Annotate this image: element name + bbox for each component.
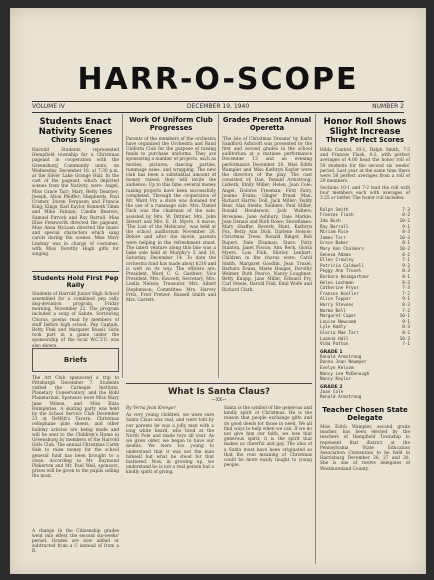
headline-teacher-delegate: Teacher Chosen State Delegate bbox=[322, 405, 408, 422]
student-name: Peggy Ann Truxel bbox=[320, 269, 362, 275]
subhead-perfect-scores: Three Perfect Scores bbox=[326, 136, 404, 145]
student-section: 9-2 bbox=[402, 263, 410, 269]
student-section: 8-2 bbox=[402, 213, 410, 219]
student-name: Norma Bell bbox=[320, 308, 346, 314]
subhead-chorus: Chorus Sings bbox=[51, 136, 100, 145]
student-section: 8-3 bbox=[402, 230, 410, 236]
student-section: 10-2 bbox=[399, 247, 410, 253]
student-name: Patricia Caldwell bbox=[320, 263, 364, 269]
student-name: Ray Barrall bbox=[320, 224, 349, 230]
santa-col-2 bbox=[224, 406, 312, 538]
honor-roll-row bbox=[320, 342, 410, 348]
headline-pep-rally: Students Hold First Pep Rally bbox=[32, 273, 119, 290]
student-section: 9-1 bbox=[402, 319, 410, 325]
briefs-citizenship: A change in the Citizenship grades went into effect the second six-weeks' period. Grades are now added or subtracted from a C instead of from a B. bbox=[32, 528, 119, 555]
student-name: Ellen Crowley bbox=[320, 258, 354, 264]
issue-number: NUMBER 2 bbox=[372, 103, 404, 110]
student-section: 10-3 bbox=[399, 235, 410, 241]
student-name: Vida Patton bbox=[320, 342, 349, 348]
student-name: Evelyn Kelsom bbox=[320, 365, 354, 371]
student-name: Catherine Pryor bbox=[320, 286, 359, 292]
student-section: 7-2 bbox=[402, 308, 410, 314]
student-name: Mary Ann Chalmers bbox=[320, 247, 364, 253]
article-delegate-body: Miss Edith Wampler, second grade teacher, has been elected by the teachers of Hempfield Township to represent that district at the Pennsylvania State Education Association Convention to be held in Harrisburg December 26, 27 and 28. She is one of twelve delegates of Westmoreland County. bbox=[320, 424, 410, 472]
student-name: Nancy Kaylor bbox=[320, 377, 352, 383]
column-2 bbox=[126, 114, 216, 372]
student-name: Barbara Heimgartner bbox=[320, 275, 370, 281]
column-divider bbox=[122, 114, 123, 378]
student-section: 8-3 bbox=[402, 302, 410, 308]
student-section: 10-2 bbox=[399, 219, 410, 225]
student-section: 7-1 bbox=[402, 258, 410, 264]
student-section: 8-3 bbox=[402, 325, 410, 331]
student-name: Lyle Hadly bbox=[320, 325, 346, 331]
article-nativity-body: Harrold Students represented Hempfield township for a Christmas pageant in cooperation with the Greensburg Community units, on Wednesday, December 18, at 7:30 p.m. at the Silver Lake Grange Hall. In the cast of the pageant, which depicted scenes from the Nativity, were: Angel, Miss Grace Tarr; Mary, Betty Dearner; Joseph, Alton Pfeiffer; Shepherds, Paul Cramer, Doren Ferguson and Francis King; Kings, Karl Kaylor, Kenneth Timm and Mike Fabiani; Candle Bearers, Samuel Pirrock and Ray Barrall. Miss Elise Fensworth directed the pageant, Miss Anna McLean directed the music and special characters which sang carols during the scenes. Miss Mary Lindsay was in charge of costumes, with Miss Dorothy Hugh gifts for singing. bbox=[32, 147, 119, 257]
student-name: Louise Newcomb bbox=[320, 319, 357, 325]
student-section: 9-1 bbox=[402, 297, 410, 303]
honor-roll-intro: Hilda Cantrel, 10-1, Ralph Smith, 7-3 and Frances Flash, 8-2, with perfect averages of 4.00 head the honor roll of 59 students for the second six weeks' period. Last year at the same time there were 56 perfect averages from a roll of 29 members. bbox=[320, 147, 410, 185]
headline-separator: —XX— bbox=[211, 398, 227, 403]
column-3 bbox=[222, 114, 312, 372]
student-name: Frances Flash bbox=[320, 213, 354, 219]
student-section: 7-3 bbox=[402, 286, 410, 292]
article-rule bbox=[126, 383, 312, 384]
student-section: 8-3 bbox=[402, 280, 410, 286]
student-name: Ralph Smith bbox=[320, 207, 349, 213]
grade-1-list bbox=[320, 355, 410, 383]
newspaper-page bbox=[10, 8, 426, 574]
article-pep-rally-body: Students of Harrold Junior High School assembled for a combined pep rally dog-deviation program, Friday morning, November 22. The program included a song of Salute, Sorrowing Chorus, poems read by members of staff before high school. Pep Captain, Betty Fink and Margaret Rosell. Girls took part in a game under the sponsorship of the local W.C.T.U. was also shown. bbox=[32, 291, 119, 349]
student-section: 7-1 bbox=[402, 342, 410, 348]
headline-santa: What Is Santa Claus? bbox=[167, 387, 271, 397]
briefs-label: Briefs bbox=[63, 355, 88, 364]
student-name: Margaret Caper bbox=[320, 314, 357, 320]
column-divider bbox=[315, 114, 316, 564]
grade-2-label: GRADE 2 bbox=[320, 384, 343, 390]
dateline bbox=[32, 103, 404, 112]
student-name: Donna Jean Newmyer bbox=[320, 360, 367, 366]
santa-body-2: Santa is the symbol of the generous and kindly spirit of Christmas. He is the reason that people exchange gifts and do good deeds for those in need. We all find ways to help when we can. If we do not give him our faith, we lose that generous spirit; it is the spirit that makes us cheerful and gay. The idea of a Santa must have been originated so that the real meaning of Christmas could be more easily taught to young people. bbox=[224, 406, 312, 469]
student-name: Frances Koeller bbox=[320, 291, 359, 297]
santa-body-1: As very young children, we were sure Santa Claus was real, and were told by our parents he was a jolly man with a long white beard, who lived at the North Pole and made toys all year. As we grew older, we began to have our doubts. We were too young to understand that it was not the man himself but what he stood for that mattered. Now, in growing up, we understand he is not a real person but a kindly spirit of giving. bbox=[126, 413, 214, 476]
student-name: James Tarr bbox=[320, 235, 346, 241]
student-name: Ronald Armstrong bbox=[320, 354, 362, 360]
masthead-rule-bottom bbox=[32, 112, 404, 113]
student-section: 8-2 bbox=[402, 330, 410, 336]
student-name: Geneva Adams bbox=[320, 252, 352, 258]
issue-date: DECEMBER 19, 1940 bbox=[186, 103, 250, 110]
student-name: Luanna Hall bbox=[320, 336, 349, 342]
student-name: Gloria Mae Tarr bbox=[320, 330, 359, 336]
student-name: Miriam Rice bbox=[320, 230, 349, 236]
masthead-rule-top bbox=[32, 101, 404, 102]
article-operetta-body: 'The Isle of Christmas Dreams' by Karle Sandford Ashcroft was presented by the first and second grades in the school auditorium at a matinee performance December 13 and an evening performance December 20. Miss Edith Wampler and Miss Kathryn Kaylor were the directors of the play. The cast consisted of: Dan, Donald Armstrong; Lisbeth, Emily Miller; Helen, Joan Cole; Angel, Dolores Freeman; First Fairy, Joanne Evans; Ginger Bread Man, Richard Harris; Doll, Jack Miller; Teddy Bear, Alan Steele; Soldiers: Paul Stiller, Ronald Henderson, Jack Walters; Brownies: Jane Ashbury, Dale Markle, Joan Dennis and Ruth Rowe; Snowflakes: Mary Shaffer, Beverly Hunt, Kathryn Fox, Betty Ann Dick, Darlene Nelson; Christmas Trees: Ronald Ringer, Bob Rupert, Dale Eisaman; Stars: Patty Stanton, Janet Fiscus, Ann Beck, Gloria Myers, Lois Fink, Shirley Lenhart. Children in the chorus were: Carol Smith, Margaret Goodlin, Jean Truxel, Barbara Evans, Marie Hauger, Dorothy Weimer, Ruth Pearce, Nancy Loughner, Betty Knupp, Jane Miller, Edward Fry, Carl Steele, Harold Fink, Emil Wolfe and Richard Clark. bbox=[222, 136, 312, 293]
student-name: Ronald Armstrong bbox=[320, 395, 362, 401]
student-section: 8-1 bbox=[402, 275, 410, 281]
column-4 bbox=[320, 114, 410, 495]
article-uniform-body: Parents of the members of the orchestra have organized the Orchestra and Band Uniform Club for the purpose of raising funds to purchase uniforms. They are sponsoring a number of projects, such as movies, pictures, dancing parties, rummage sales, and wrapping. The new club has been a substantial amount of money raised; they will invite the audience. Up to this time, several money raising projects have been successfully completed. Through the cooperation of Mr. Ward Fry a store was donated for the use of a rummage sale. Mrs. Daniel Fach was the chairman of the sale, assisted by Mrs. W. Dittmer, Mrs. John Sievert and Mrs. E. H. Myers. A movie, 'The Last of the Mohicans', was held at the school auditorium November 26. Before and after the movie, parents were helping in the refreshment stand. The latest venture along this line was a bake sale held at Murphy's 5 and 10, Saturday, December 14. To date the orchestra fund has made about $210 and is well on its way. The officers are: President, Ward C. G. Gardner; Vice President, Mrs. Fawcett; Secretary, Mrs. Luella Nelson; Treasurer, Mrs. Albert Stephenson; Committee: Mrs. Harvey Fritz, Fred Pretzer, Russell Smith and Mrs. Garrett. bbox=[126, 136, 216, 303]
student-section: 7-2 bbox=[402, 291, 410, 297]
santa-col-1 bbox=[126, 406, 214, 533]
student-name: Ida Bush bbox=[320, 219, 341, 225]
briefs-body: The Art Club sponsored a trip to Pittsburgh December 7. Students visited the Carnegie Institute, Planetary Conservatory, and the Buhl Planetarium. Sponsors were Miss Mary Jane Wilson, and Miss Eliza Humphries. A skating party was held by the School Service Club December 23 at DeWitt's Tavern. Christmas cellophane pine sheets, and other holiday articles are being made and will be sent to the Children's Home in Greensburg by members of the Harrold Girls Club. The annual Christmas Cards Sale to raise money for the school general fund has been brought to a close. According to Mr. Raymond Pinkerton and Mr. Paul Weil, sponsors, prizes will be given to the pupils selling the most. bbox=[32, 375, 119, 480]
honor-roll-sections: Sections 10-1 and 7-2 lead the roll with four members each with averages of 3.25 or better. The honor roll includes: bbox=[320, 185, 410, 202]
student-name: Grace Baker bbox=[320, 241, 349, 247]
student-name: Alice Topper bbox=[320, 297, 352, 303]
student-section: 10-3 bbox=[399, 336, 410, 342]
masthead: HARR-O-SCOPE bbox=[77, 62, 359, 97]
honor-roll-list bbox=[320, 208, 410, 348]
student-section: 7-3 bbox=[402, 207, 410, 213]
santa-byline: By Verna Jean Kreeger bbox=[126, 406, 176, 411]
student-name: Harry Stevens bbox=[320, 302, 354, 308]
column-1 bbox=[32, 114, 119, 557]
briefs-box bbox=[32, 348, 119, 372]
column-divider bbox=[218, 114, 219, 378]
student-name: Helen Lechman bbox=[320, 280, 354, 286]
headline-nativity: Students Enact Nativity Scenes bbox=[38, 116, 113, 136]
student-section: 8-2 bbox=[402, 252, 410, 258]
student-section: 10-1 bbox=[399, 314, 410, 320]
student-name: Joan Cole bbox=[320, 389, 344, 395]
headline-honor-roll: Honor Roll Shows Slight Increase bbox=[323, 116, 407, 136]
grade-1-label: GRADE 1 bbox=[320, 349, 343, 355]
headline-uniform-club: Work Of Uniform Club Progresses bbox=[129, 116, 213, 132]
volume-label: VOLUME IV bbox=[32, 103, 65, 110]
student-name: Nancy Lee McDonough bbox=[320, 371, 370, 377]
student-section: 9-1 bbox=[402, 224, 410, 230]
student-section: 8-3 bbox=[402, 269, 410, 275]
headline-operetta: Grades Present Annual Operetta bbox=[222, 116, 312, 132]
student-section: 8-1 bbox=[402, 241, 410, 247]
article-rule bbox=[32, 271, 119, 272]
